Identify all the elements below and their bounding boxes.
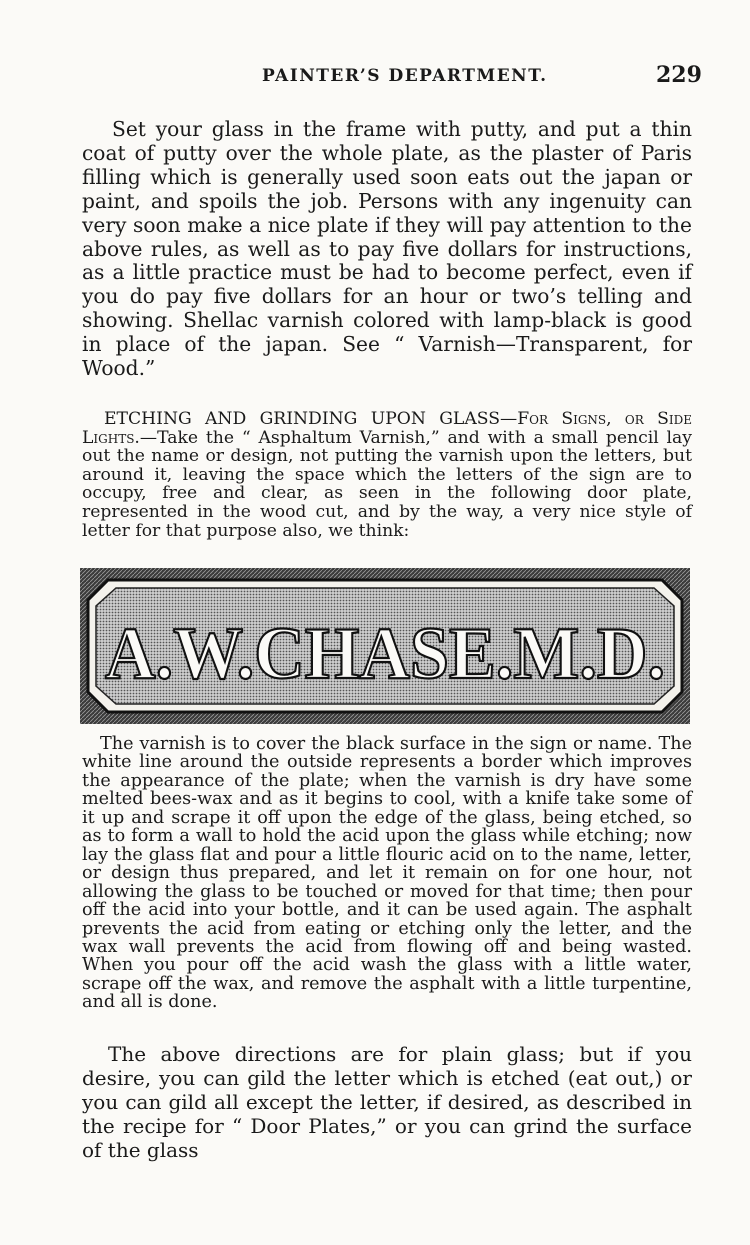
sign-lettering: A.W.CHASE.M.D.	[105, 613, 665, 695]
paragraph-putty-text: Set your glass in the frame with putty, and put a thin coat of putty over the whole plate, as the plaster of Paris filling which is generally used soon eats out the japan or paint, and spoils the job. Persons with any ingenuity can very soon make a nice plate if they will pay attention to the above rules, as well as to pay five dollars for instructions, as a little practice must be had to become perfect, even if you do pay five dollars for an hour or two’s telling and showing. Shellac varnish colored with lamp-black is good in place of the japan. See “ Varnish—Transparent, for Wood.”	[82, 117, 692, 381]
section-subheading: For Signs, or Side Lights.	[82, 409, 692, 448]
running-head: PAINTER’S DEPARTMENT.	[262, 66, 548, 86]
door-plate-illustration	[78, 566, 692, 726]
paragraph-varnish-text: The varnish is to cover the black surface in the sign or name. The white line around the outside represents a border which improves the appearance of the plate; when the varnish is dry have some melted bees-wax and as it begins to cool, with a knife take some of it up and scrape it off upon the edge of the glass, being etched, so as to form a wall to hold the acid upon the glass while etching; now lay the glass flat and pour a little flouric acid on to the name, letter, or design thus prepared, and let it remain on for one hour, not allowing the glass to be touched or moved for that time; then pour off the acid into your bottle, and it can be used again. The asphalt prevents the acid from eating or etching only the letter, and the wax wall prevents the acid from flowing off and being wasted. When you pour off the acid wash the glass with a little water, scrape off the wax, and remove the asphalt with a little turpentine, and all is done.	[82, 734, 692, 1013]
paragraph-directions	[82, 1042, 692, 1162]
paragraph-varnish	[82, 735, 692, 1012]
paragraph-putty	[82, 118, 692, 381]
section-heading: ETCHING AND GRINDING UPON GLASS—	[104, 409, 518, 429]
door-plate-woodcut	[78, 566, 692, 726]
paragraph-etching-text: —Take the “ Asphaltum Varnish,” and with a small pencil lay out the name or design, not putting the varnish upon the letters, but around it, leaving the space which the letters of the sign are to occupy, free and clear, as seen in the following door plate, represented in the wood cut, and by the way, a very nice style of letter for that purpose also, we think:	[82, 427, 692, 541]
page-header	[0, 60, 750, 100]
paragraph-etching	[82, 410, 692, 540]
page-number: 229	[656, 62, 702, 88]
paragraph-directions-text: The above directions are for plain glass; but if you desire, you can gild the letter which is etched (eat out,) or you can gild all except the letter, if desired, as described in the recipe for “ Door Plates,” or you can grind the surface of the glass	[82, 1042, 692, 1162]
